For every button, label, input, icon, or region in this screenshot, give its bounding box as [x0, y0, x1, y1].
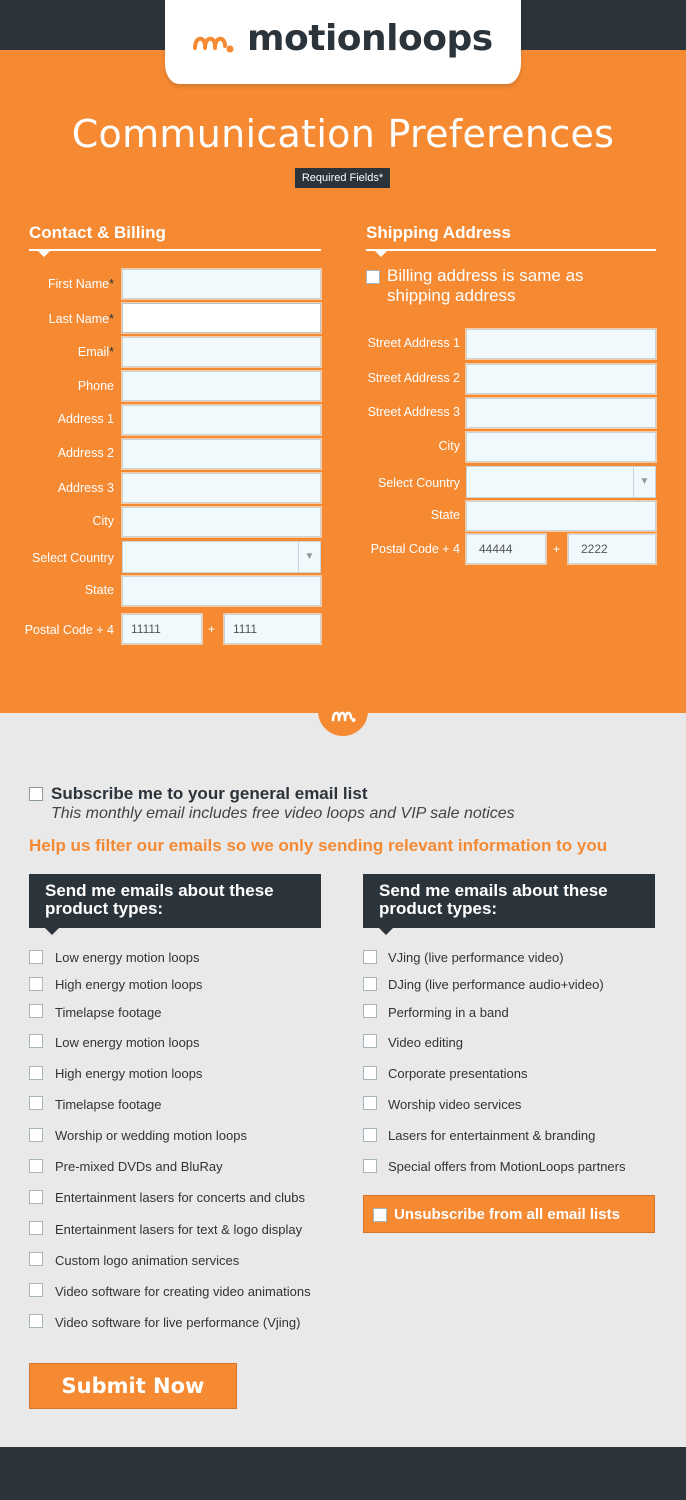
footer-bar	[0, 1447, 686, 1500]
page-title: Communication Preferences	[71, 112, 615, 156]
left-item-checkbox[interactable]	[29, 1004, 43, 1018]
left-item-checkbox[interactable]	[29, 1283, 43, 1297]
shipping-postal-label: Postal Code + 4	[370, 542, 460, 556]
first-name-label: First Name*	[48, 277, 114, 291]
unsubscribe-label: Unsubscribe from all email lists	[394, 1206, 620, 1223]
email-label: Email*	[77, 345, 114, 359]
chevron-down-icon[interactable]: ▼	[633, 467, 655, 497]
billing-divider-notch	[38, 251, 50, 257]
email-input[interactable]	[122, 337, 321, 367]
shipping-heading: Shipping Address	[366, 223, 511, 242]
left-product-types-header	[29, 874, 321, 928]
shipping-divider-notch	[375, 251, 387, 257]
left-item-checkbox[interactable]	[29, 1314, 43, 1328]
required-fields-badge: Required Fields*	[295, 168, 390, 188]
address2-input[interactable]	[122, 439, 321, 469]
unsubscribe-checkbox[interactable]	[373, 1208, 387, 1222]
same-as-billing-label: Billing address is same as shipping address	[387, 266, 584, 305]
right-item-checkbox[interactable]	[363, 950, 377, 964]
right-item-checkbox[interactable]	[363, 1004, 377, 1018]
subscribe-description: This monthly email includes free video loops and VIP sale notices	[51, 805, 515, 822]
list-item: Pre-mixed DVDs and BluRay	[55, 1159, 223, 1174]
country-label: Select Country	[32, 551, 114, 565]
left-item-checkbox[interactable]	[29, 977, 43, 991]
state-label: State	[84, 583, 114, 597]
plus4-input[interactable]: 1111	[224, 614, 321, 644]
street2-label: Street Address 2	[367, 371, 460, 385]
list-item: Worship or wedding motion loops	[55, 1128, 247, 1143]
address2-label: Address 2	[57, 446, 114, 460]
street3-input[interactable]	[466, 398, 656, 428]
list-item: Entertainment lasers for text & logo display	[55, 1222, 303, 1237]
list-item: VJing (live performance video)	[388, 950, 564, 965]
address1-input[interactable]	[122, 405, 321, 435]
list-item: Entertainment lasers for concerts and clubs	[55, 1190, 306, 1205]
plus-sign: +	[553, 542, 561, 556]
street1-label: Street Address 1	[367, 336, 460, 350]
postal-label: Postal Code + 4	[24, 623, 114, 637]
list-item: DJing (live performance audio+video)	[388, 977, 604, 992]
left-item-checkbox[interactable]	[29, 1128, 43, 1142]
list-item: High energy motion loops	[55, 1066, 203, 1081]
right-item-checkbox[interactable]	[363, 1159, 377, 1173]
street2-input[interactable]	[466, 364, 656, 394]
shipping-state-label: State	[430, 508, 460, 522]
list-item: Worship video services	[388, 1097, 522, 1112]
billing-divider	[29, 249, 321, 251]
shipping-plus4-input[interactable]: 2222	[568, 534, 656, 564]
address1-label: Address 1	[57, 412, 114, 426]
submit-button[interactable]: Submit Now	[29, 1363, 237, 1409]
street3-label: Street Address 3	[367, 405, 460, 419]
address3-label: Address 3	[57, 481, 114, 495]
last-name-input[interactable]	[122, 303, 321, 333]
left-item-checkbox[interactable]	[29, 1252, 43, 1266]
logo-badge	[318, 696, 368, 736]
list-item: High energy motion loops	[55, 977, 203, 992]
billing-heading: Contact & Billing	[29, 223, 166, 242]
shipping-postal-code-input[interactable]: 44444	[466, 534, 546, 564]
header-tail	[379, 928, 393, 935]
city-label: City	[92, 514, 114, 528]
filter-help-text: Help us filter our emails so we only sending relevant information to you	[29, 836, 608, 855]
first-name-input[interactable]	[122, 269, 321, 299]
motionloops-logo-icon	[191, 28, 235, 56]
phone-label: Phone	[77, 379, 114, 393]
motionloops-mini-icon	[330, 706, 356, 724]
city-input[interactable]	[122, 507, 321, 537]
list-item: Video editing	[388, 1035, 463, 1050]
right-product-types-title: Send me emails about these product types:	[379, 881, 608, 918]
shipping-divider	[366, 249, 656, 251]
list-item: Lasers for entertainment & branding	[388, 1128, 596, 1143]
left-item-checkbox[interactable]	[29, 1190, 43, 1204]
brand-name: motionloops	[247, 18, 493, 59]
list-item: Performing in a band	[388, 1005, 509, 1020]
left-item-checkbox[interactable]	[29, 1096, 43, 1110]
same-as-billing-checkbox[interactable]	[366, 270, 380, 284]
left-product-types-title: Send me emails about these product types:	[45, 881, 274, 918]
list-item: Special offers from MotionLoops partners	[388, 1159, 626, 1174]
right-item-checkbox[interactable]	[363, 977, 377, 991]
last-name-label: Last Name*	[48, 312, 114, 326]
shipping-country-select[interactable]	[466, 466, 656, 498]
postal-code-input[interactable]: 11111	[122, 614, 202, 644]
country-select[interactable]	[122, 541, 321, 573]
list-item: Low energy motion loops	[55, 1035, 200, 1050]
left-item-checkbox[interactable]	[29, 950, 43, 964]
plus-sign: +	[208, 622, 216, 636]
shipping-city-label: City	[438, 439, 460, 453]
right-item-checkbox[interactable]	[363, 1128, 377, 1142]
list-item: Custom logo animation services	[55, 1253, 240, 1268]
shipping-state-input[interactable]	[466, 501, 656, 531]
list-item: Corporate presentations	[388, 1066, 528, 1081]
subscribe-title: Subscribe me to your general email list	[51, 784, 368, 803]
chevron-down-icon[interactable]: ▼	[298, 542, 320, 572]
phone-input[interactable]	[122, 371, 321, 401]
unsubscribe-all-box[interactable]	[363, 1195, 655, 1233]
list-item: Timelapse footage	[55, 1005, 162, 1020]
header-tail	[45, 928, 59, 935]
left-item-checkbox[interactable]	[29, 1221, 43, 1235]
shipping-city-input[interactable]	[466, 432, 656, 462]
address3-input[interactable]	[122, 473, 321, 503]
logo-tab	[165, 0, 521, 84]
left-item-checkbox[interactable]	[29, 1066, 43, 1080]
right-item-checkbox[interactable]	[363, 1034, 377, 1048]
state-input[interactable]	[122, 576, 321, 606]
right-item-checkbox[interactable]	[363, 1096, 377, 1110]
shipping-country-label: Select Country	[378, 476, 460, 490]
list-item: Video software for creating video animations	[55, 1284, 311, 1299]
street1-input[interactable]	[466, 329, 656, 359]
left-item-checkbox[interactable]	[29, 1034, 43, 1048]
list-item: Video software for live performance (Vjing)	[55, 1315, 301, 1330]
list-item: Timelapse footage	[55, 1097, 162, 1112]
right-item-checkbox[interactable]	[363, 1066, 377, 1080]
subscribe-checkbox[interactable]	[29, 787, 43, 801]
left-item-checkbox[interactable]	[29, 1159, 43, 1173]
list-item: Low energy motion loops	[55, 950, 200, 965]
right-product-types-header	[363, 874, 655, 928]
